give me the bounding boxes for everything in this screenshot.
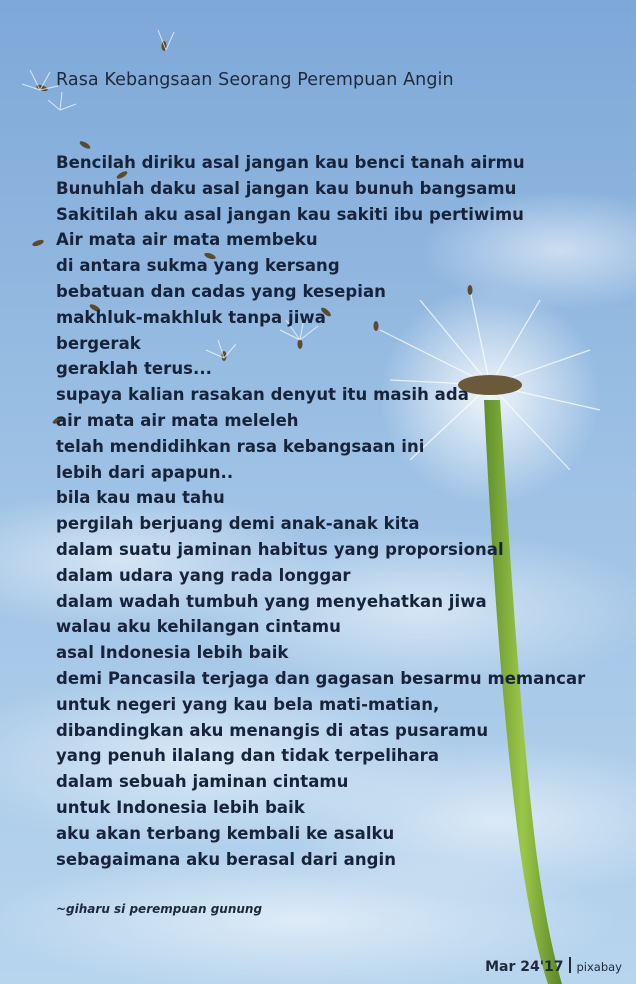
poem-line: di antara sukma yang kersang [56, 256, 340, 276]
poem-line: demi Pancasila terjaga dan gagasan besarmu memancar [56, 668, 586, 688]
poem-signature: ~giharu si perempuan gunung [56, 902, 263, 916]
poem-line: pergilah berjuang demi anak-anak kita [56, 514, 420, 534]
post-date: Mar 24'17 [485, 959, 564, 975]
poem-line: dalam sebuah jaminan cintamu [56, 772, 349, 792]
poem-title: Rasa Kebangsaan Seorang Perempuan Angin [56, 70, 454, 90]
poem-line: untuk negeri yang kau bela mati-matian, [56, 694, 440, 714]
poem-line: Air mata air mata membeku [56, 230, 318, 250]
poem-line: Sakitilah aku asal jangan kau sakiti ibu pertiwimu [56, 204, 524, 224]
poem-line: dalam wadah tumbuh yang menyehatkan jiwa [56, 591, 487, 611]
poem-line: untuk Indonesia lebih baik [56, 797, 305, 817]
poem-line: walau aku kehilangan cintamu [56, 617, 341, 637]
poem-line: Bencilah diriku asal jangan kau benci tanah airmu [56, 153, 525, 172]
poem-line: Bunuhlah daku asal jangan kau bunuh bangsamu [56, 178, 517, 198]
poem-line: asal Indonesia lebih baik [56, 643, 289, 663]
poem-line: telah mendidihkan rasa kebangsaan ini [56, 436, 425, 456]
footer-divider [569, 957, 571, 973]
poem-line: aku akan terbang kembali ke asalku [56, 823, 395, 843]
poem-line: sebagaimana aku berasal dari angin [56, 849, 397, 869]
poem-line: lebih dari apapun.. [56, 462, 234, 482]
poem-line: bebatuan dan cadas yang kesepian [56, 281, 386, 301]
footer [485, 956, 622, 975]
image-credit: pixabay [576, 960, 622, 974]
poem-line: bila kau mau tahu [56, 488, 225, 508]
poem-line: makhluk-makhluk tanpa jiwa [56, 307, 326, 327]
poem-line: dibandingkan aku menangis di atas pusaramu [56, 720, 489, 740]
poem-line: yang penuh ilalang dan tidak terpelihara [56, 746, 440, 766]
poem-line: dalam suatu jaminan habitus yang proporsional [56, 539, 504, 559]
poem-line: supaya kalian rasakan denyut itu masih ada [56, 385, 469, 405]
poem-line: dalam udara yang rada longgar [56, 565, 351, 585]
poem-line: geraklah terus... [56, 359, 212, 379]
poem-line: air mata air mata meleleh [56, 410, 299, 430]
poem-body [56, 150, 585, 872]
poem-line: bergerak [56, 333, 141, 353]
